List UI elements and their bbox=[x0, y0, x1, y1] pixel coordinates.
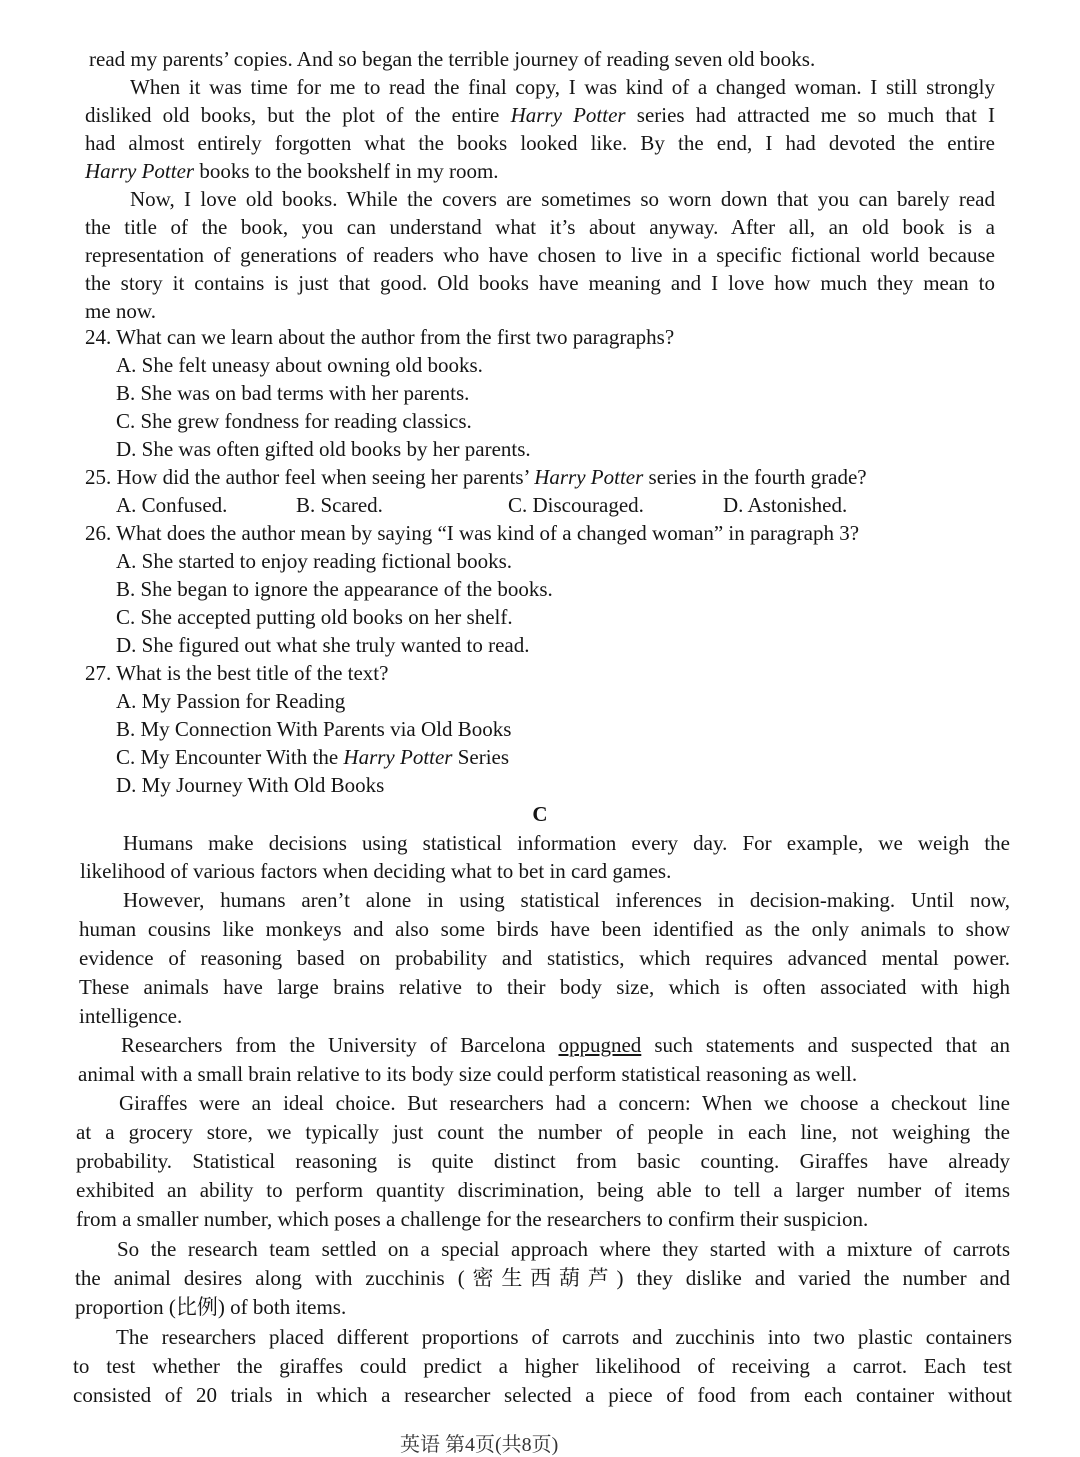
question-25-stem: 25. How did the author feel when seeing her parents’ Harry Potter series in the fourth grade? bbox=[85, 465, 867, 489]
text-line: disliked old books, but the plot of the entire Harry Potter series had attracted me so much that I bbox=[85, 103, 995, 127]
question-24-option-a: A. She felt uneasy about owning old books. bbox=[116, 353, 483, 377]
question-24-option-c: C. She grew fondness for reading classics. bbox=[116, 409, 472, 433]
text-line: the title of the book, you can understand what it’s about anyway. After all, an old book is a bbox=[85, 215, 995, 239]
text-line: the story it contains is just that good. Old books have meaning and I love how much they mean to bbox=[85, 271, 995, 295]
text-line: proportion (比例) of both items. bbox=[75, 1295, 347, 1319]
text-line: Now, I love old books. While the covers are sometimes so worn down that you can barely read bbox=[130, 187, 995, 211]
text-line: human cousins like monkeys and also some birds have been identified as the only animals to show bbox=[79, 917, 1010, 941]
text-line: had almost entirely forgotten what the books looked like. By the end, I had devoted the entire bbox=[85, 131, 995, 155]
book-title: Harry Potter bbox=[534, 465, 644, 489]
text-line: to test whether the giraffes could predict a higher likelihood of receiving a carrot. Each test bbox=[73, 1354, 1012, 1378]
text-line: likelihood of various factors when deciding what to bet in card games. bbox=[80, 859, 672, 883]
question-27-stem: 27. What is the best title of the text? bbox=[85, 661, 389, 685]
text-line: However, humans aren’t alone in using statistical inferences in decision-making. Until now, bbox=[123, 888, 1010, 912]
text-line: read my parents’ copies. And so began the terrible journey of reading seven old books. bbox=[89, 47, 816, 71]
text-line: me now. bbox=[85, 299, 156, 323]
text-line: animal with a small brain relative to its body size could perform statistical reasoning as well. bbox=[78, 1062, 858, 1086]
text-line: Humans make decisions using statistical information every day. For example, we weigh the bbox=[123, 831, 1010, 855]
question-26-option-b: B. She began to ignore the appearance of the books. bbox=[116, 577, 553, 601]
question-27-option-d: D. My Journey With Old Books bbox=[116, 773, 385, 797]
text-line: probability. Statistical reasoning is quite distinct from basic counting. Giraffes have already bbox=[76, 1149, 1010, 1173]
book-title: Harry Potter bbox=[510, 103, 626, 127]
text-line: Harry Potter books to the bookshelf in my room. bbox=[85, 159, 499, 183]
text-line: exhibited an ability to perform quantity discrimination, being able to tell a larger number of items bbox=[76, 1178, 1010, 1202]
question-25-option-b: B. Scared. bbox=[296, 493, 383, 517]
question-25-option-d: D. Astonished. bbox=[723, 493, 848, 517]
question-27-option-a: A. My Passion for Reading bbox=[116, 689, 346, 713]
question-24-stem: 24. What can we learn about the author from the first two paragraphs? bbox=[85, 325, 675, 349]
text-line: representation of generations of readers who have chosen to live in a specific fictional world because bbox=[85, 243, 995, 267]
question-27-option-b: B. My Connection With Parents via Old Books bbox=[116, 717, 512, 741]
text-line: So the research team settled on a special approach where they started with a mixture of carrots bbox=[117, 1237, 1010, 1261]
text-line: consisted of 20 trials in which a researcher selected a piece of food from each container without bbox=[73, 1383, 1012, 1407]
text-line: The researchers placed different proportions of carrots and zucchinis into two plastic containers bbox=[116, 1325, 1012, 1349]
question-25-option-a: A. Confused. bbox=[116, 493, 228, 517]
question-24-option-b: B. She was on bad terms with her parents. bbox=[116, 381, 470, 405]
text-line: at a grocery store, we typically just count the number of people in each line, not weighing the bbox=[76, 1120, 1010, 1144]
question-26-stem: 26. What does the author mean by saying “I was kind of a changed woman” in paragraph 3? bbox=[85, 521, 860, 545]
question-26-option-d: D. She figured out what she truly wanted to read. bbox=[116, 633, 530, 657]
text-line: evidence of reasoning based on probability and statistics, which requires advanced mental power. bbox=[79, 946, 1010, 970]
question-24-option-d: D. She was often gifted old books by her parents. bbox=[116, 437, 531, 461]
book-title: Harry Potter bbox=[85, 159, 195, 183]
text-line bbox=[78, 1031, 1010, 1059]
text-line: the animal desires along with zucchinis (密生西葫芦) they dislike and varied the number and bbox=[75, 1266, 1010, 1290]
text-line: When it was time for me to read the final copy, I was kind of a changed woman. I still strongly bbox=[130, 75, 995, 99]
text-line: from a smaller number, which poses a challenge for the researchers to confirm their suspicion. bbox=[76, 1207, 869, 1231]
question-27-option-c: C. My Encounter With the Harry Potter Series bbox=[116, 745, 510, 769]
text-line: Giraffes were an ideal choice. But researchers had a concern: When we choose a checkout line bbox=[119, 1091, 1010, 1115]
page-footer: 英语 第4页(共8页) bbox=[400, 1434, 559, 1456]
text-span: such statements and suspected that an bbox=[641, 1033, 1010, 1057]
question-26-option-c: C. She accepted putting old books on her shelf. bbox=[116, 605, 513, 629]
question-26-option-a: A. She started to enjoy reading fictional books. bbox=[116, 549, 512, 573]
text-line: intelligence. bbox=[79, 1004, 183, 1028]
section-heading: C bbox=[532, 802, 548, 826]
text-span: Researchers from the University of Barcelona bbox=[121, 1033, 559, 1057]
question-25-option-c: C. Discouraged. bbox=[508, 493, 644, 517]
underlined-word: oppugned bbox=[558, 1033, 642, 1057]
book-title: Harry Potter bbox=[343, 745, 453, 769]
text-line: These animals have large brains relative to their body size, which is often associated with high bbox=[79, 975, 1010, 999]
